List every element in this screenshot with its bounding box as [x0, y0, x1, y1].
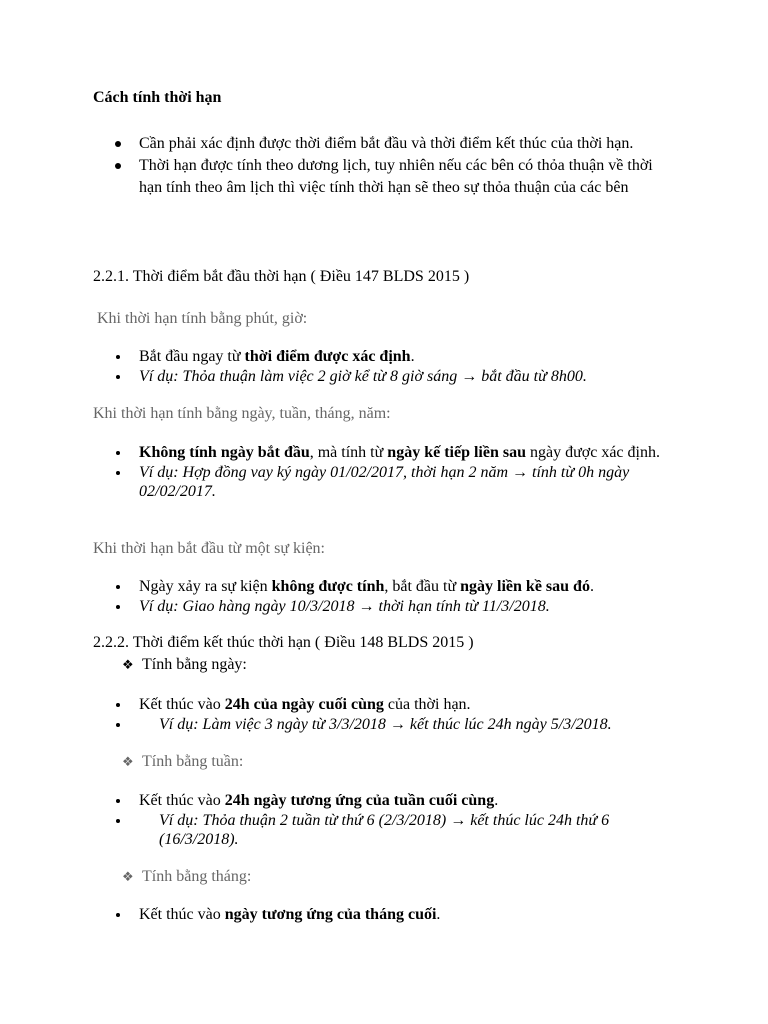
label-event: Khi thời hạn bắt đầu từ một sự kiện: — [93, 540, 325, 557]
list-item: Bắt đầu ngay từ thời điểm được xác định. — [139, 347, 699, 367]
diamond-bullet-icon: ❖ — [122, 658, 134, 673]
list-item: Kết thúc vào ngày tương ứng của tháng cuối. — [139, 905, 699, 925]
list-item: Kết thúc vào 24h của ngày cuối cùng của thời hạn. — [139, 695, 699, 715]
example-item: Ví dụ: Thỏa thuận 2 tuần từ thứ 6 (2/3/2018) → kết thúc lúc 24h thứ 6 (16/3/2018). — [139, 811, 679, 850]
label-by-week: ❖ Tính bằng tuần: — [122, 751, 243, 774]
list-item: Cần phải xác định được thời điểm bắt đầu và thời điểm kết thúc của thời hạn. — [139, 133, 679, 155]
event-start-list — [139, 577, 699, 616]
example-item: Ví dụ: Làm việc 3 ngày từ 3/3/2018 → kết thúc lúc 24h ngày 5/3/2018. — [139, 715, 699, 735]
diamond-bullet-icon: ❖ — [122, 755, 134, 770]
diamond-bullet-icon: ❖ — [122, 870, 134, 885]
month-end-list — [139, 905, 699, 925]
week-end-list — [139, 791, 679, 850]
minute-hour-list — [139, 347, 699, 386]
section-title: Cách tính thời hạn — [93, 89, 222, 106]
list-item: Kết thúc vào 24h ngày tương ứng của tuần cuối cùng. — [139, 791, 679, 811]
label-by-day: ❖ Tính bằng ngày: — [122, 654, 247, 677]
example-item: Ví dụ: Thỏa thuận làm việc 2 giờ kể từ 8 giờ sáng → bắt đầu từ 8h00. — [139, 367, 699, 387]
heading-2-2-1: 2.2.1. Thời điểm bắt đầu thời hạn ( Điều 147 BLDS 2015 ) — [93, 268, 470, 285]
label-by-month: ❖ Tính bằng tháng: — [122, 866, 251, 889]
intro-bullet-list — [139, 133, 679, 199]
day-start-list — [139, 443, 679, 502]
list-item: Thời hạn được tính theo dương lịch, tuy nhiên nếu các bên có thỏa thuận về thời hạn tính theo âm lịch thì việc tính thời hạn sẽ theo sự thỏa thuận của các bên — [139, 155, 679, 199]
heading-2-2-2: 2.2.2. Thời điểm kết thúc thời hạn ( Điều 148 BLDS 2015 ) — [93, 634, 474, 651]
label-minute-hour: Khi thời hạn tính bằng phút, giờ: — [93, 310, 308, 327]
day-end-list — [139, 695, 699, 734]
example-item: Ví dụ: Hợp đồng vay ký ngày 01/02/2017, thời hạn 2 năm → tính từ 0h ngày 02/02/2017. — [139, 463, 679, 502]
label-day-week-month-year: Khi thời hạn tính bằng ngày, tuần, tháng, năm: — [93, 405, 391, 422]
example-item: Ví dụ: Giao hàng ngày 10/3/2018 → thời hạn tính từ 11/3/2018. — [139, 597, 699, 617]
list-item: Ngày xảy ra sự kiện không được tính, bắt đầu từ ngày liền kề sau đó. — [139, 577, 699, 597]
list-item: Không tính ngày bắt đầu, mà tính từ ngày kế tiếp liền sau ngày được xác định. — [139, 443, 679, 463]
